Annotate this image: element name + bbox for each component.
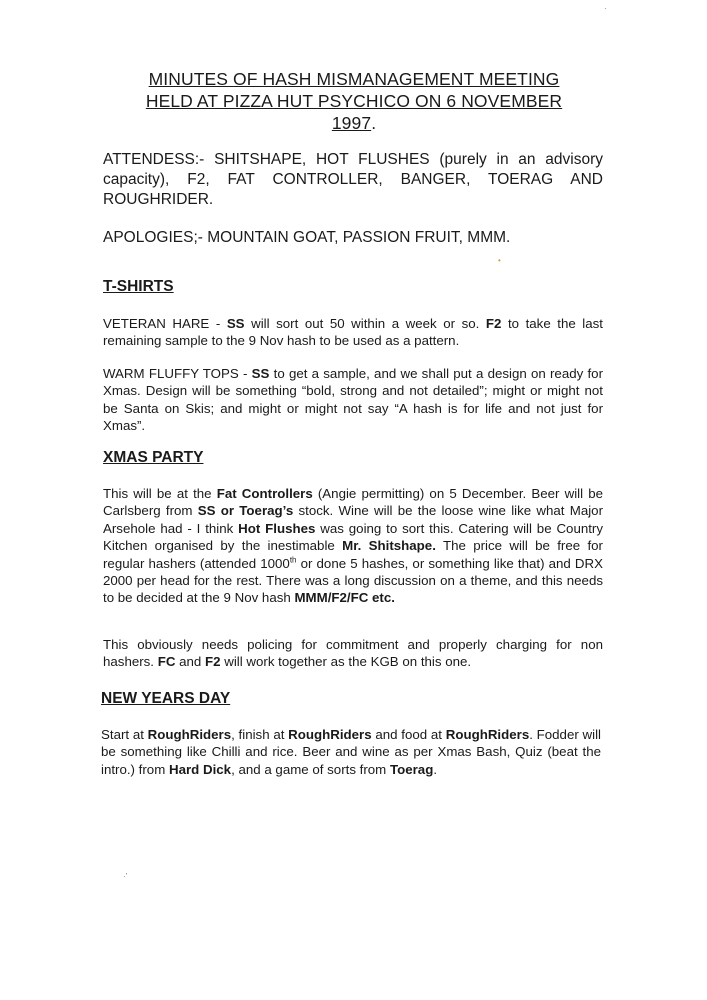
text-run-bold: Hot Flushes [238, 520, 316, 536]
text-run-bold: F2 [205, 654, 221, 670]
page-title [110, 68, 598, 134]
scan-speck: • [498, 256, 501, 265]
text-run-bold: Hard Dick [168, 761, 232, 777]
text-run: This obviously needs policing for commitment and properly charging for non hashers. [103, 637, 603, 670]
text-run: stock. Wine will be the loose wine like what Major Arsehole had - I think [103, 503, 603, 536]
text-run: , finish at [231, 727, 289, 742]
text-run-bold: RoughRiders [445, 727, 530, 742]
text-run-bold: FC [157, 654, 176, 670]
tshirts-veteran-hare-paragraph [103, 315, 603, 350]
superscript: th [289, 555, 297, 565]
text-run: or done 5 hashes, or something like that) and DRX 2000 per head for the rest. There was a long discussion on a theme, and this needs to be decided at the 9 Nov hash [103, 555, 603, 606]
text-run: will sort out 50 within a week or so. [244, 316, 486, 331]
text-run: VETERAN HARE - [103, 316, 227, 331]
section-heading-tshirts: T-SHIRTS [103, 278, 174, 295]
xmas-policing-paragraph [103, 636, 603, 671]
xmas-party-paragraph [103, 485, 603, 607]
text-run: to take the last remaining sample to the 9 Nov hash to be used as a pattern. [103, 316, 603, 349]
text-run-bold: RoughRiders [147, 727, 232, 742]
text-run-bold: SS [251, 366, 270, 381]
scan-speck: ·’ [123, 872, 128, 881]
title-line-1: MINUTES OF HASH MISMANAGEMENT MEETING [148, 69, 560, 89]
section-heading-new-years-day: NEW YEARS DAY [101, 690, 231, 707]
new-years-day-paragraph [101, 726, 601, 778]
text-run-bold: SS or Toerag’s [197, 503, 294, 519]
text-run: Start at [101, 727, 148, 742]
text-run: The price will be free for regular hashers (attended 1000 [103, 538, 603, 571]
text-run: . Fodder will be something like Chilli and rice. Beer and wine as per Xmas Bash, Quiz (beat the intro.) from [101, 727, 601, 777]
title-line-2: HELD AT PIZZA HUT PSYCHICO ON 6 NOVEMBER [145, 91, 563, 111]
text-run: to get a sample, and we shall put a design on ready for Xmas. Design will be something “bold, strong and not detailed”; might or might not be Santa on Skis; and might or might not say “A hash is for life and not just for Xmas”. [103, 366, 604, 434]
text-run: and [175, 654, 206, 670]
text-run: . [433, 761, 438, 777]
text-run-bold: Fat Controllers [216, 486, 313, 501]
text-run: and food at [371, 727, 446, 742]
title-year: 1997 [331, 113, 372, 133]
text-run-bold: Toerag [389, 761, 434, 777]
scan-speck: · [604, 4, 607, 13]
text-run: (Angie permitting) on 5 December. Beer will be Carlsberg from [103, 486, 604, 519]
text-run-bold: RoughRiders [288, 727, 372, 742]
attendees-paragraph: ATTENDESS:- SHITSHAPE, HOT FLUSHES (purely in an advisory capacity), F2, FAT CONTROLLER, BANGER, TOERAG AND ROUGHRIDER. [103, 151, 603, 208]
text-run: will work together as the KGB on this one. [220, 654, 472, 670]
text-run-bold: SS [226, 316, 245, 331]
text-run: , and a game of sorts from [231, 761, 390, 777]
tshirts-warm-fluffy-tops-paragraph [103, 365, 603, 435]
section-heading-xmas-party: XMAS PARTY [103, 449, 204, 466]
text-run: was going to sort this. Catering will be Country Kitchen organised by the inestimable [103, 520, 604, 554]
text-run-bold: Mr. Shitshape. [342, 538, 436, 554]
text-run-bold: F2 [485, 316, 502, 331]
title-period: . [371, 113, 377, 133]
text-run: WARM FLUFFY TOPS - [103, 366, 252, 381]
title-line-3 [110, 112, 598, 134]
text-run-bold: MMM/F2/FC etc. [294, 590, 395, 606]
apologies-paragraph: APOLOGIES;- MOUNTAIN GOAT, PASSION FRUIT, MMM. [103, 229, 511, 246]
text-run: This will be at the [103, 486, 217, 501]
